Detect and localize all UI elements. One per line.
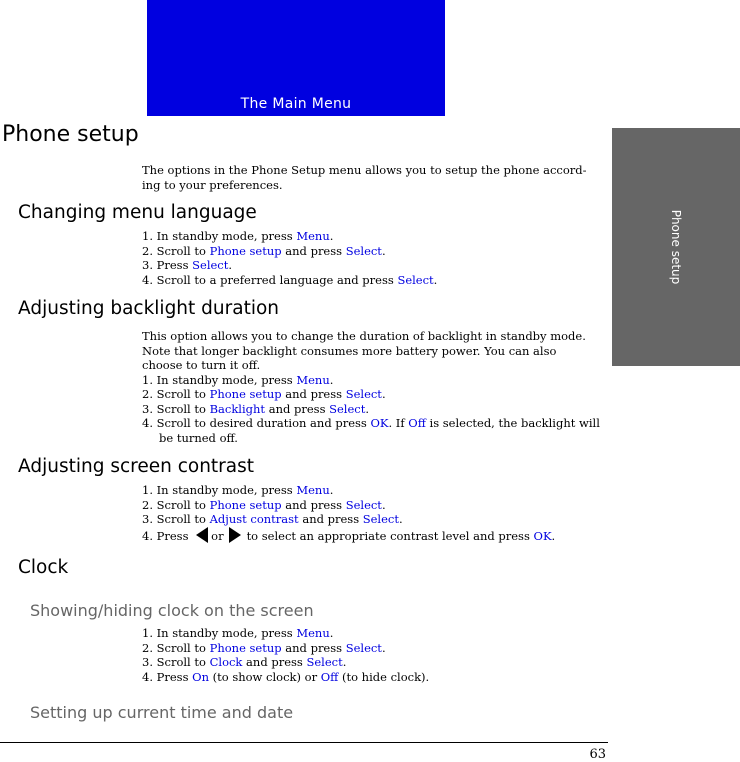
page-number: 63 [589,747,606,762]
backlight-intro-line: choose to turn it off. [142,358,261,372]
step-item: 1. In standby mode, press Menu. [142,372,334,387]
step-item: 3. Scroll to Backlight and press Select. [142,401,370,416]
step-item: 1. In standby mode, press Menu. [142,626,334,640]
step-item: 2. Scroll to Phone setup and press Select. [142,497,386,512]
backlight-intro-line: This option allows you to change the duration of backlight in standby mode. [142,329,586,343]
step-item: 2. Scroll to Phone setup and press Select. [142,640,386,655]
left-arrow-icon [196,527,208,543]
heading-clock: Clock [18,557,69,578]
backlight-section-body [142,329,608,445]
contrast-steps [142,483,608,546]
banner-title: The Main Menu [240,96,352,112]
step-item: 2. Scroll to Phone setup and press Select. [142,387,386,401]
chapter-side-tab [612,128,740,366]
footer-rule [0,742,608,743]
right-arrow-icon [229,527,241,543]
step-item: 3. Scroll to Clock and press Select. [142,655,347,669]
main-menu-banner [147,0,445,116]
side-tab-label: Phone setup [669,209,683,285]
step-item: 4. Press or to select an appropriate contrast level and press OK. [142,528,556,543]
intro-paragraph [142,163,608,192]
intro-line: The options in the Phone Setup menu allows you to setup the phone accord- [142,163,587,177]
heading-setting-time-and-date: Setting up current time and date [30,703,294,722]
step-item: 3. Press Select. [142,258,233,272]
heading-adjusting-backlight-duration: Adjusting backlight duration [18,298,280,319]
heading-adjusting-screen-contrast: Adjusting screen contrast [18,456,255,477]
step-item: 3. Scroll to Adjust contrast and press Select. [142,512,403,526]
step-item: 4. Press On (to show clock) or Off (to hide clock). [142,669,430,684]
step-item: 4. Scroll to desired duration and press OK. If Off is selected, the backlight will [142,416,600,430]
step-item: 1. In standby mode, press Menu. [142,483,334,497]
backlight-intro-line: Note that longer backlight consumes more battery power. You can also [142,343,557,358]
step-item: 4. Scroll to a preferred language and press Select. [142,272,438,287]
step-item: 1. In standby mode, press Menu. [142,229,334,243]
step-item: 2. Scroll to Phone setup and press Select. [142,243,386,258]
page-title: Phone setup [2,122,139,147]
clock-steps [142,626,608,684]
intro-line: ing to your preferences. [142,177,283,192]
heading-showing-hiding-clock: Showing/hiding clock on the screen [30,601,314,620]
step-continuation: be turned off. [159,430,238,445]
heading-changing-menu-language: Changing menu language [18,202,257,223]
language-steps [142,229,608,287]
